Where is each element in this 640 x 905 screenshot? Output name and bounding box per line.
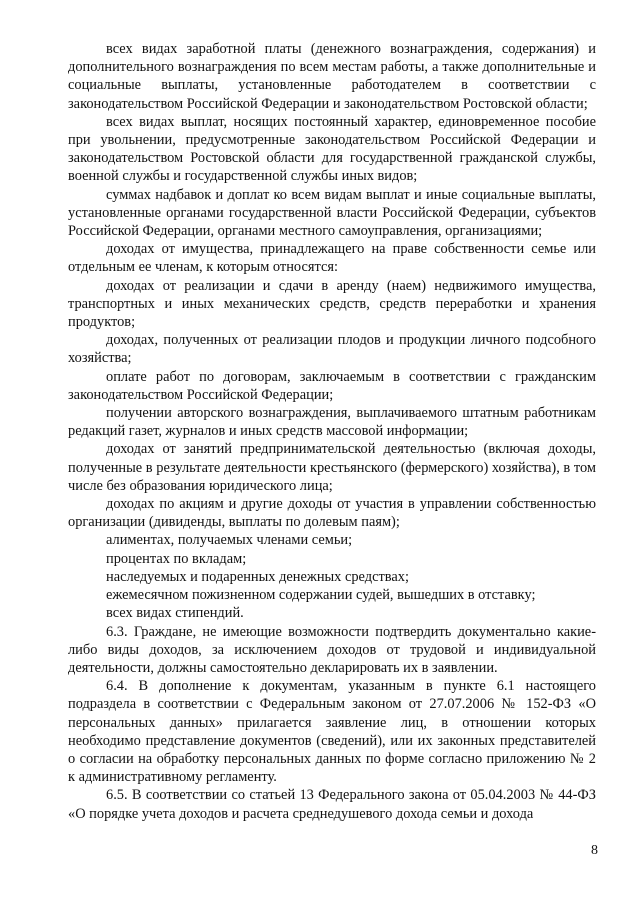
paragraph-author-fees: получении авторского вознаграждения, выплачиваемого штатным работникам редакций газет, журналов и иных средств массовой информации; bbox=[68, 405, 596, 440]
paragraph-allowances: суммах надбавок и доплат ко всем видам выплат и иные социальные выплаты, установленные органами государственной власти Российской Федерации, субъектов Российской Федерации, органами местного самоуправления, организациями; bbox=[68, 186, 596, 240]
paragraph-business-income: доходах от занятий предпринимательской деятельностью (включая доходы, полученные в результате деятельности крестьянского (фермерского) хозяйства), в том числе без образования юридического лица; bbox=[68, 441, 596, 494]
paragraph-6-4: 6.4. В дополнение к документам, указанным в пункте 6.1 настоящего подраздела в соответствии с Федеральным законом от 27.07.2006 № 152-ФЗ «О персональных данных» прилагается заявление лиц, в отношении которых необходимо представление документов (сведений), или их законных представителей о согласии на обработку персональных данных по форме согласно приложению № 2 к административному регламенту. bbox=[68, 678, 596, 786]
page-number: 8 bbox=[591, 843, 598, 858]
paragraph-6-5: 6.5. В соответствии со статьей 13 Федерального закона от 05.04.2003 № 44-ФЗ «О порядке учета доходов и расчета среднедушевого дохода семьи и дохода bbox=[68, 787, 596, 822]
paragraph-household-income: доходах, полученных от реализации плодов и продукции личного подсобного хозяйства; bbox=[68, 332, 596, 367]
paragraph-judges-support: ежемесячном пожизненном содержании судей, вышедших в отставку; bbox=[106, 587, 536, 604]
paragraph-inheritance: наследуемых и подаренных денежных средствах; bbox=[106, 568, 409, 585]
paragraph-deposits: процентах по вкладам; bbox=[106, 550, 247, 567]
paragraph-6-3: 6.3. Граждане, не имеющие возможности подтвердить документально какие-либо виды доходов, за исключением доходов от трудовой и индивидуальной деятельности, должны самостоятельно декларировать их в заявлении. bbox=[68, 623, 596, 676]
paragraph-permanent-payments: всех видах выплат, носящих постоянный характер, единовременное пособие при увольнении, предусмотренные законодательством Российской Федерации и законодательством Ростовской области для государственной гражданской службы, военной службы и государственной службы иных видов; bbox=[68, 113, 596, 185]
paragraph-salary: всех видах заработной платы (денежного вознаграждения, содержания) и дополнительного вознаграждения по всем местам работы, а также дополнительные и социальные выплаты, установленные работодателем в соответствии с законодательством Российской Федерации и законодательством Ростовской области; bbox=[68, 41, 596, 112]
paragraph-property-income: доходах от имущества, принадлежащего на праве собственности семье или отдельным ее членам, к которым относятся: bbox=[68, 241, 596, 276]
paragraph-rental-income: доходах от реализации и сдачи в аренду (наем) недвижимого имущества, транспортных и иных механических средств, средств переработки и хранения продуктов; bbox=[68, 277, 596, 331]
document-body bbox=[68, 40, 596, 823]
paragraph-alimony: алиментах, получаемых членами семьи; bbox=[106, 532, 353, 549]
paragraph-scholarships: всех видах стипендий. bbox=[106, 605, 244, 622]
paragraph-dividends: доходах по акциям и другие доходы от участия в управлении собственностью организации (дивиденды, выплаты по долевым паям); bbox=[68, 496, 596, 531]
paragraph-contract-work: оплате работ по договорам, заключаемым в соответствии с гражданским законодательством Российской Федерации; bbox=[68, 368, 596, 403]
